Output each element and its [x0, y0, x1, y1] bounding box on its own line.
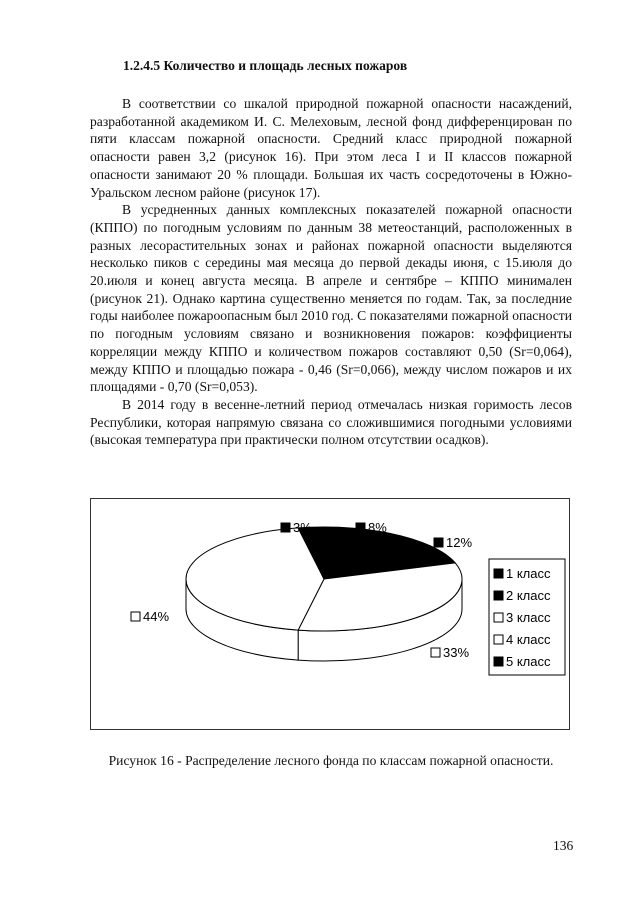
- paragraph: В соответствии со шкалой природной пожарной опасности насаждений, разработанной академиком И. С. Мелеховым, лесной фонд дифференцирован по пяти классам пожарной опасности. Средний класс природной пожарной опасности равен 3,2 (рисунок 16). При этом леса I и II классов пожарной опасности занимают 20 % площади. Большая их часть сосредоточены в Южно-Уральском лесном районе (рисунок 17).: [90, 96, 572, 200]
- data-label-0: 8%: [368, 520, 387, 535]
- data-label-4: 3%: [293, 520, 312, 535]
- section-heading: 1.2.4.5 Количество и площадь лесных пожаров: [123, 58, 408, 73]
- legend-marker-0: [494, 569, 503, 578]
- paragraph: В 2014 году в весенне-летний период отмечалась низкая горимость лесов Республики, которая напрямую связана со сложившимися погодными условиями (высокая температура при практически полном отсутствии осадков).: [90, 396, 572, 448]
- legend-item-2: 3 класс: [506, 610, 551, 625]
- data-label-marker-4: [281, 523, 290, 532]
- data-label-2: 33%: [443, 645, 470, 660]
- paragraph: В усредненных данных комплексных показателей пожарной опасности (КППО) по погодным условиям по данным 38 метеостанций, расположенных в разных лесорастительных зонах и районах пожарной опасности выделяются несколько пиков с середины мая месяца до первой декады июня, с 15.июля до 20.июля и конец августа месяца. В апреле и сентябре – КППО минимален (рисунок 21). Однако картина существенно меняется по годам. Так, за последние годы наиболее пожароопасным был 2010 год. С показателями пожарной опасности по погодным условиям связано и возникновения пожаров: коэффициенты корреляции между КППО и количеством пожаров составляют 0,50 (Sr=0,064), между КППО и площадью пожара - 0,46 (Sr=0,066), между числом пожаров и их площадями - 0,70 (Sr=0,053).: [90, 202, 572, 395]
- data-label-marker-3: [131, 612, 140, 621]
- data-label-marker-2: [431, 648, 440, 657]
- legend-marker-4: [494, 657, 503, 666]
- legend-marker-1: [494, 591, 503, 600]
- data-label-marker-0: [356, 523, 365, 532]
- pie-chart-frame: [90, 498, 570, 730]
- body-text: [90, 95, 572, 449]
- legend-item-1: 2 класс: [506, 588, 551, 603]
- data-label-1: 12%: [446, 535, 473, 550]
- figure-caption: Рисунок 16 - Распределение лесного фонда по классам пожарной опасности.: [108, 753, 554, 768]
- pie-chart: [91, 499, 569, 729]
- legend-marker-3: [494, 635, 503, 644]
- legend-item-0: 1 класс: [506, 566, 551, 581]
- legend-item-4: 5 класс: [506, 654, 551, 669]
- page-number: 136: [553, 838, 574, 853]
- legend-marker-2: [494, 613, 503, 622]
- data-label-3: 44%: [143, 609, 170, 624]
- data-label-marker-1: [434, 538, 443, 547]
- legend-item-3: 4 класс: [506, 632, 551, 647]
